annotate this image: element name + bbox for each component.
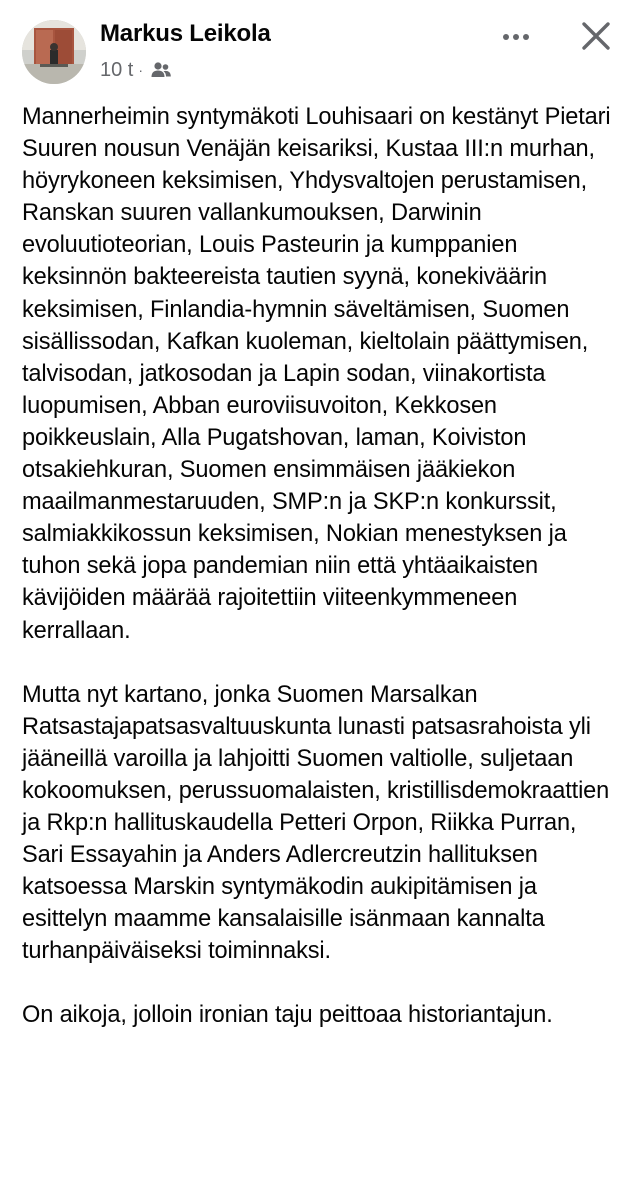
more-options-button[interactable] bbox=[496, 22, 536, 52]
friends-icon bbox=[150, 61, 172, 79]
post-paragraph: Mutta nyt kartano, jonka Suomen Marsalkan Ratsastajapatsasvaltuuskunta lunasti patsasrahoista yli jääneillä varoilla ja lahjoitti Suomen valtiolle, suljetaan kokoomuksen, perussuomalaisten, kristillisdemokraattien ja Rkp:n hallituskaudella Petteri Orpon, Riikka Purran, Sari Essayahin ja Anders Adlercreutzin hallituksen katsoessa Marskin syntymäkodin aukipitämisen ja esittelyn maamme kansalaisille isänmaan kannalta turhanpäiväiseksi toiminnaksi. bbox=[22, 681, 610, 965]
close-icon bbox=[576, 16, 616, 56]
author-avatar[interactable] bbox=[22, 20, 86, 84]
post-time[interactable]: 10 t bbox=[100, 58, 134, 81]
post-header bbox=[0, 0, 627, 96]
post-paragraph: Mannerheimin syntymäkoti Louhisaari on kestänyt Pietari Suuren nousun Venäjän keisariksi, Kustaa III:n murhan, höyrykoneen keksimisen, Yhdysvaltojen perustamisen, Ranskan suuren vallankumouksen, Darwinin evoluutioteorian, Louis Pasteurin ja kumppanien keksinnön bakteereista tautien syynä, konekiväärin keksimisen, Finlandia-hymnin säveltämisen, Suomen sisällissodan, Kafkan kuoleman, kieltolain päättymisen, talvisodan, jatkosodan ja Lapin sodan, viinakortista luopumisen, Abban euroviisuvoiton, Kekkosen poikkeuslain, Alla Pugatshovan, laman, Koiviston otsakiehkuran, Suomen ensimmäisen jääkiekon maailmanmestaruuden, SMP:n ja SKP:n konkurssit, salmiakkikossun keksimisen, Nokian menestyksen ja tuhon sekä jopa pandemian niin että yhtäaikaisten kävijöiden määrää rajoitettiin viiteenkymmeneen kerrallaan. bbox=[22, 104, 611, 644]
close-button[interactable] bbox=[576, 16, 616, 56]
more-horizontal-icon bbox=[496, 22, 536, 52]
author-name[interactable]: Markus Leikola bbox=[100, 20, 271, 47]
post-meta bbox=[100, 58, 172, 82]
post-paragraph: On aikoja, jolloin ironian taju peittoaa historiantajun. bbox=[22, 1002, 553, 1029]
meta-separator: · bbox=[138, 62, 144, 78]
post-text bbox=[22, 101, 620, 1064]
